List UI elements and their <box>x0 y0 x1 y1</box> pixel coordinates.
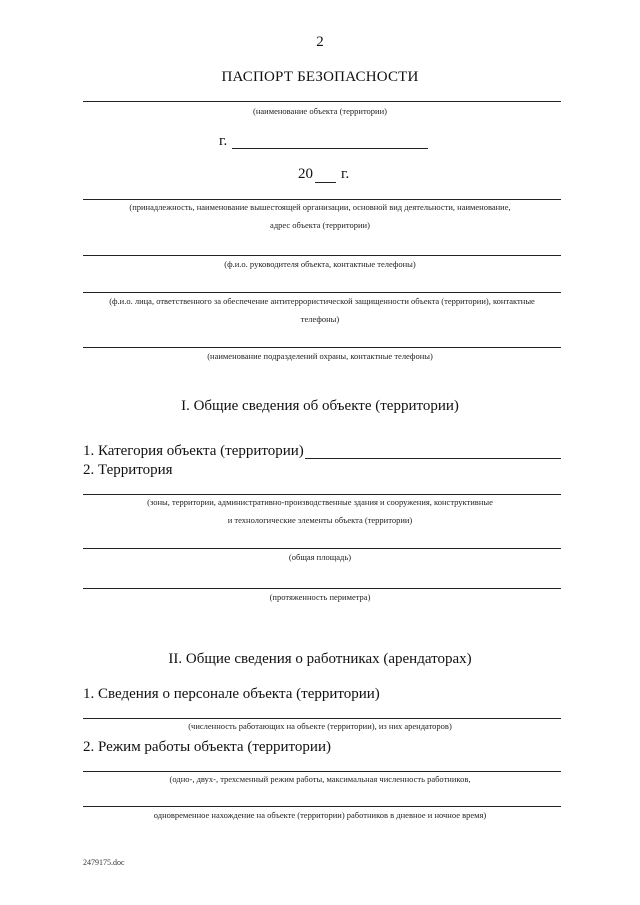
responsible-caption-1: (ф.и.о. лица, ответственного за обеспечение антитеррористической защищенности объекта (территории), контактные <box>109 296 535 306</box>
mode-caption-1: (одно-, двух-, трехсменный режим работы, максимальная численность работников, <box>169 774 471 784</box>
zones-caption-2: и технологические элементы объекта (территории) <box>227 515 413 525</box>
city-prefix: г. <box>219 133 228 149</box>
mode-line-2 <box>83 806 561 807</box>
section-1-item-category: 1. Категория объекта (территории) <box>83 443 304 459</box>
staff-count-caption: (численность работающих на объекте (территории), из них арендаторов) <box>188 721 452 731</box>
page-number: 2 <box>316 34 324 50</box>
zones-caption-1: (зоны, территории, административно-производственные здания и сооружения, конструктивные <box>147 497 493 507</box>
mode-line-1 <box>83 771 561 772</box>
section-1-heading: I. Общие сведения об объекте (территории) <box>181 398 459 414</box>
section-2-heading: II. Общие сведения о работниках (арендаторах) <box>168 651 472 667</box>
responsible-caption-2: телефоны) <box>300 314 340 324</box>
head-line <box>83 255 561 256</box>
zones-line <box>83 494 561 495</box>
area-caption: (общая площадь) <box>288 552 352 562</box>
staff-count-line <box>83 718 561 719</box>
responsible-line <box>83 292 561 293</box>
area-line <box>83 548 561 549</box>
date-year-suffix: г. <box>341 166 350 182</box>
affiliation-caption-1: (принадлежность, наименование вышестоящей организации, основной вид деятельности, наименование, <box>129 202 511 212</box>
perimeter-caption: (протяженность периметра) <box>269 592 371 602</box>
date-year-prefix: 20 <box>298 166 313 182</box>
mode-caption-2: одновременное нахождение на объекте (территории) работников в дневное и ночное время) <box>153 810 487 820</box>
document-title: ПАСПОРТ БЕЗОПАСНОСТИ <box>221 69 419 85</box>
perimeter-line <box>83 588 561 589</box>
section-1-item-territory: 2. Территория <box>83 462 173 478</box>
section-2-item-staff: 1. Сведения о персонале объекта (территории) <box>83 686 380 702</box>
city-line <box>232 148 428 149</box>
footer-filename: 2479175.doc <box>83 858 125 867</box>
security-caption: (наименование подразделений охраны, контактные телефоны) <box>207 351 433 361</box>
affiliation-line <box>83 199 561 200</box>
object-name-line <box>83 101 561 102</box>
date-year-line <box>315 182 336 183</box>
head-caption: (ф.и.о. руководителя объекта, контактные телефоны) <box>224 259 416 269</box>
section-2-item-mode: 2. Режим работы объекта (территории) <box>83 739 331 755</box>
category-line <box>305 458 561 459</box>
security-line <box>83 347 561 348</box>
object-name-caption: (наименование объекта (территории) <box>253 106 387 116</box>
affiliation-caption-2: адрес объекта (территории) <box>270 220 370 230</box>
